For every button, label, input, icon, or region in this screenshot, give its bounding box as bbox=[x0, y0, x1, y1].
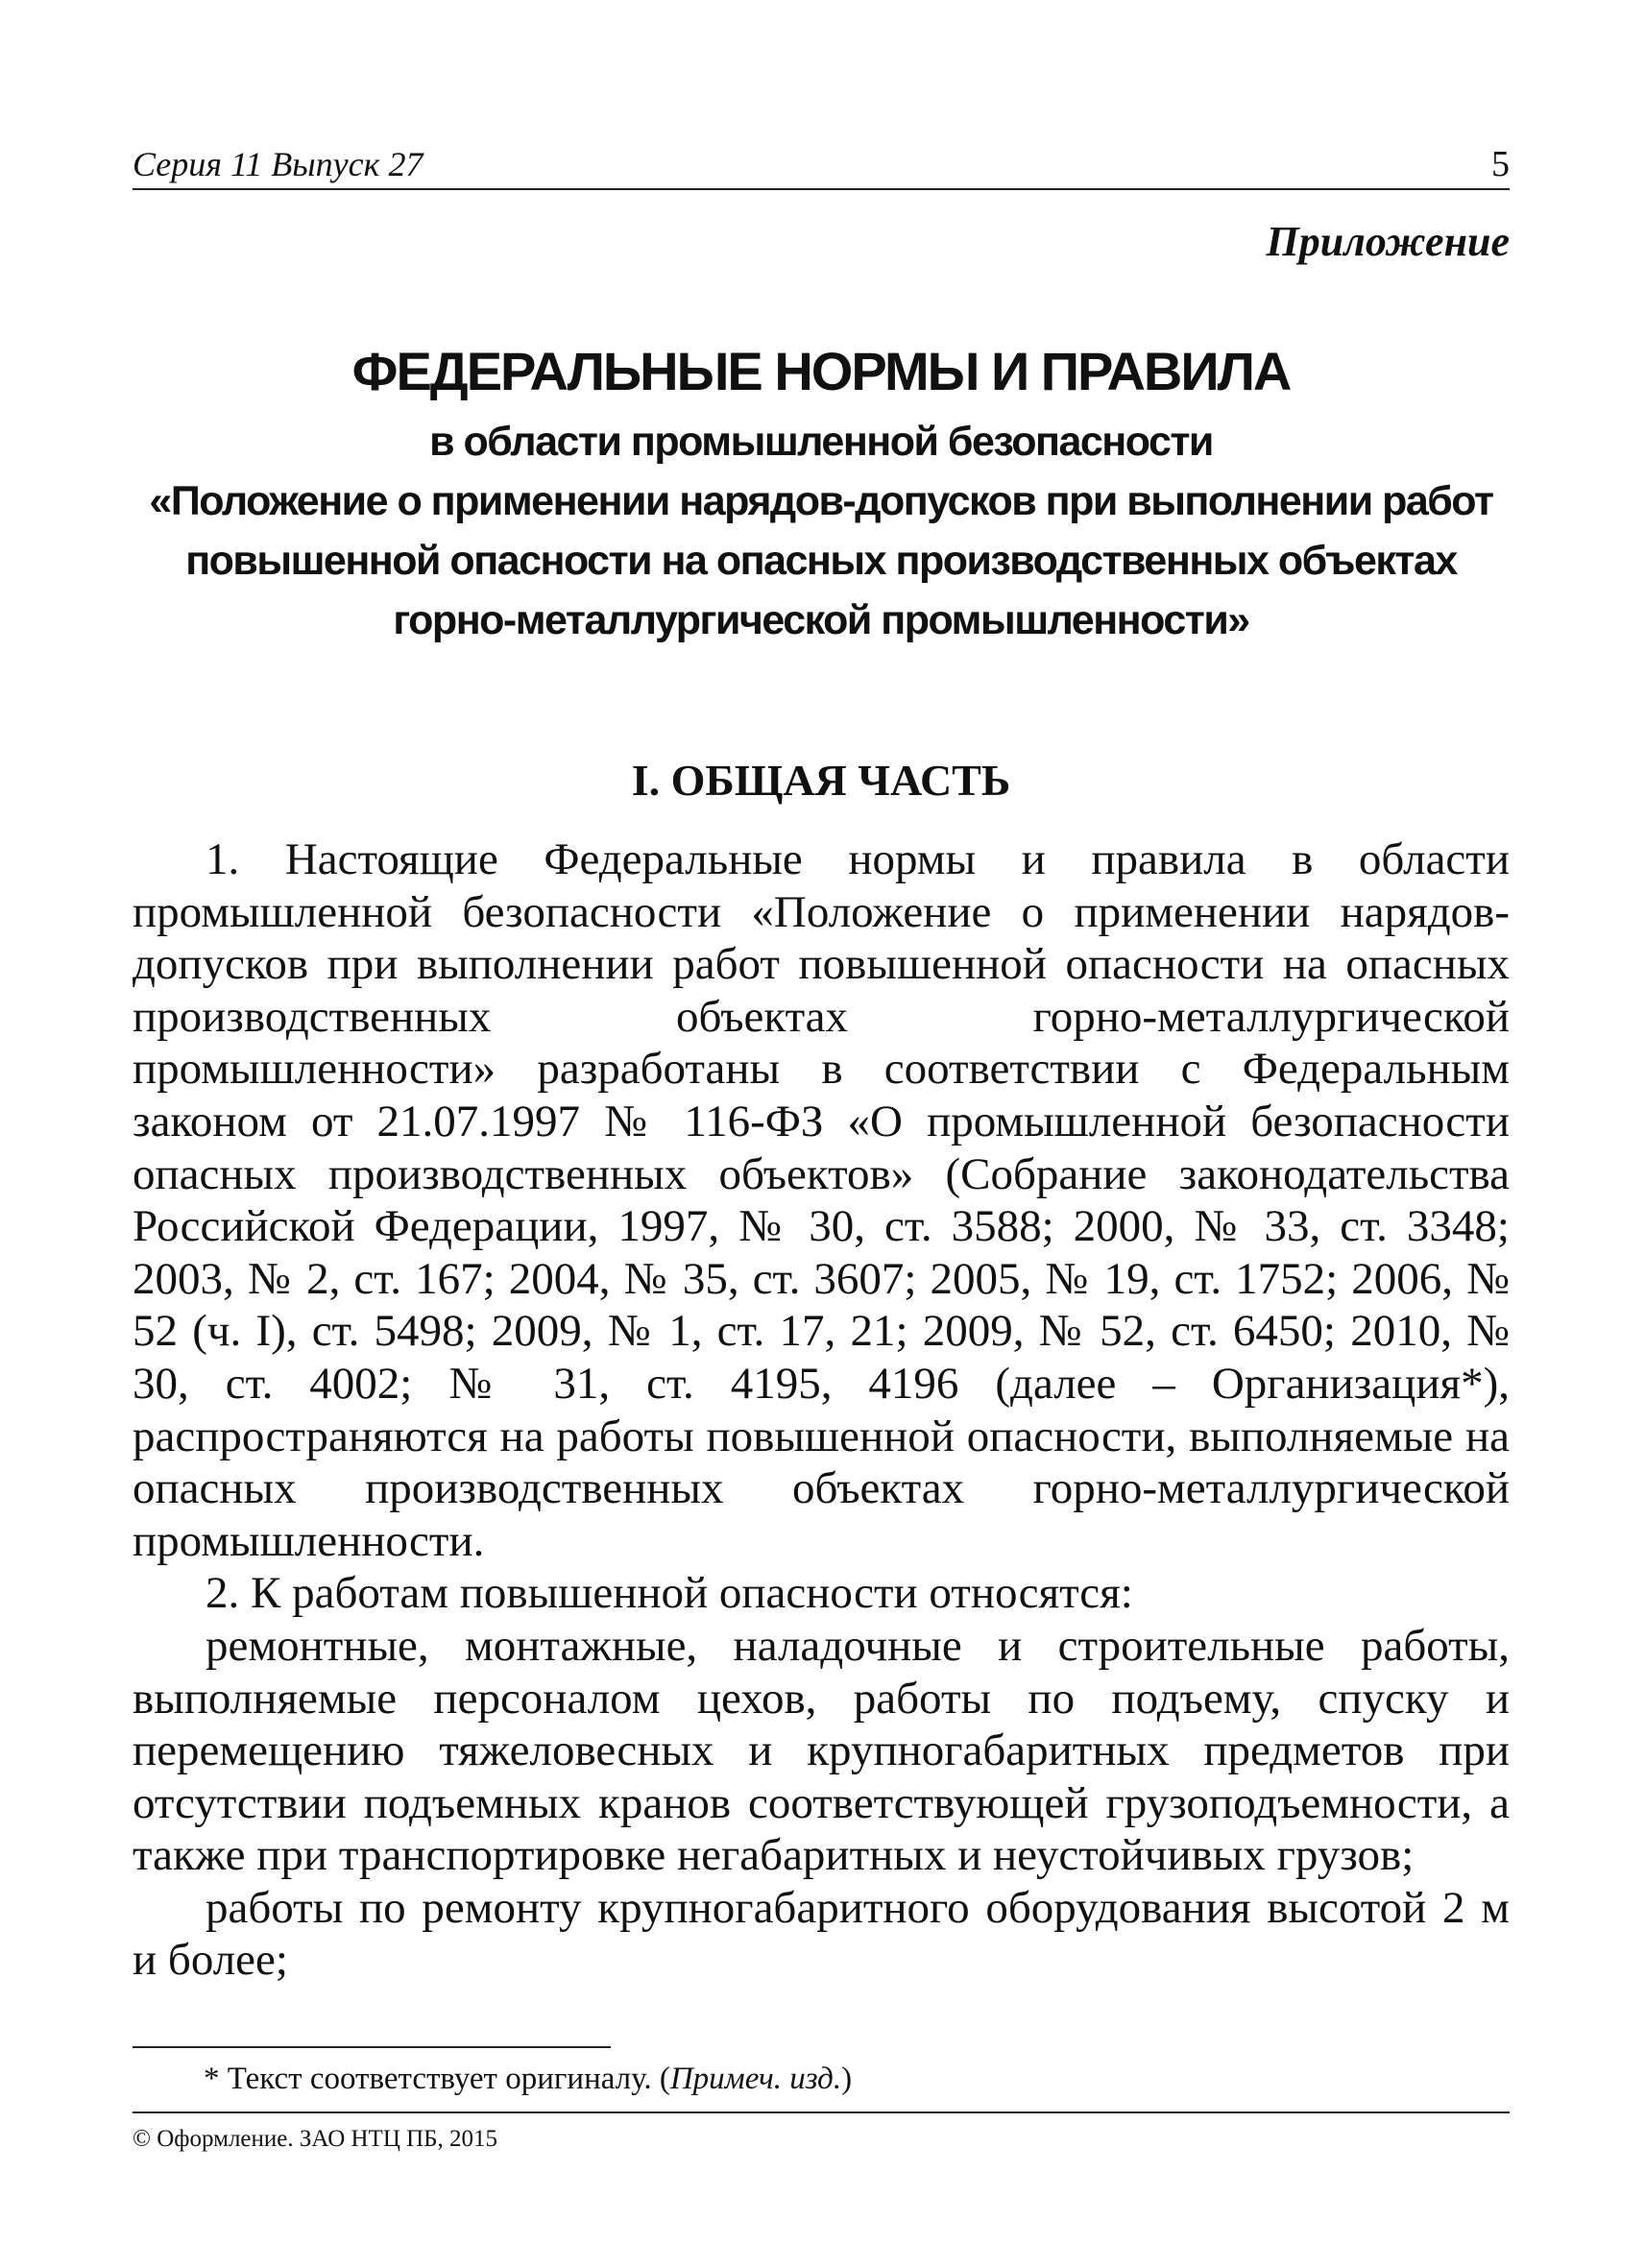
paragraph-4: работы по ремонту крупногабаритного оборудования высотой 2 м и более; bbox=[133, 1882, 1510, 1986]
title-line-3: «Положение о применении нарядов-допусков при выполнении работ bbox=[149, 478, 1493, 524]
paragraph-2: 2. К работам повышенной опасности относятся: bbox=[206, 1568, 1133, 1619]
title-line-2: в области промышленной безопасности bbox=[429, 419, 1213, 465]
section-heading: I. ОБЩАЯ ЧАСТЬ bbox=[631, 756, 1011, 805]
title-line-4: повышенной опасности на опасных производственных объектах bbox=[185, 538, 1457, 584]
body-text bbox=[133, 833, 1510, 1987]
title-line-1: ФЕДЕРАЛЬНЫЕ НОРМЫ И ПРАВИЛА bbox=[351, 341, 1291, 401]
footnote-close: ) bbox=[841, 2062, 853, 2096]
footnote-italic-note: Примеч. изд. bbox=[669, 2062, 842, 2096]
appendix-label: Приложение bbox=[1266, 218, 1510, 265]
running-header bbox=[133, 144, 1510, 190]
title-line-5: горно-металлургической промышленности» bbox=[393, 597, 1249, 643]
copyright-notice: © Оформление. ЗАО НТЦ ПБ, 2015 bbox=[133, 2126, 498, 2152]
series-label: Серия 11 Выпуск 27 bbox=[133, 145, 423, 183]
copyright-divider bbox=[133, 2111, 1510, 2113]
footnote-marker: * bbox=[204, 2062, 220, 2096]
page-number: 5 bbox=[1491, 144, 1510, 184]
document-title bbox=[133, 341, 1510, 650]
footnote bbox=[204, 2060, 1452, 2098]
footnote-text: Текст соответствует оригиналу. ( bbox=[219, 2062, 670, 2096]
paragraph-1: 1. Настоящие Федеральные нормы и правила в области промышленной безопасности «Положение о применении нарядов-допусков при выполнении работ повышенной опасности на опасных производственных объектах горно-металлургической промышленности» разработаны в соответствии с Федеральным законом от 21.07.1997 № 116-ФЗ «О промышленной безопасности опасных производственных объектов» (Собрание законодательства Российской Федерации, 1997, № 30, ст. 3588; 2000, № 33, ст. 3348; 2003, № 2, ст. 167; 2004, № 35, ст. 3607; 2005, № 19, ст. 1752; 2006, № 52 (ч. I), ст. 5498; 2009, № 1, ст. 17, 21; 2009, № 52, ст. 6450; 2010, № 30, ст. 4002; № 31, ст. 4195, 4196 (далее – Организация*), распространяются на работы повышенной опасности, выполняемые на опасных производственных объектах горно-металлургической промышленности. bbox=[133, 834, 1510, 1566]
paragraph-3: ремонтные, монтажные, наладочные и строительные работы, выполняемые персоналом цехов, работы по подъему, спуску и перемещению тяжеловесных и крупногабаритных предметов при отсутствии подъемных кранов соответствующей грузоподъемности, а также при транспортировке негабаритных и неустойчивых грузов; bbox=[133, 1620, 1510, 1881]
footnote-divider bbox=[133, 2046, 611, 2048]
